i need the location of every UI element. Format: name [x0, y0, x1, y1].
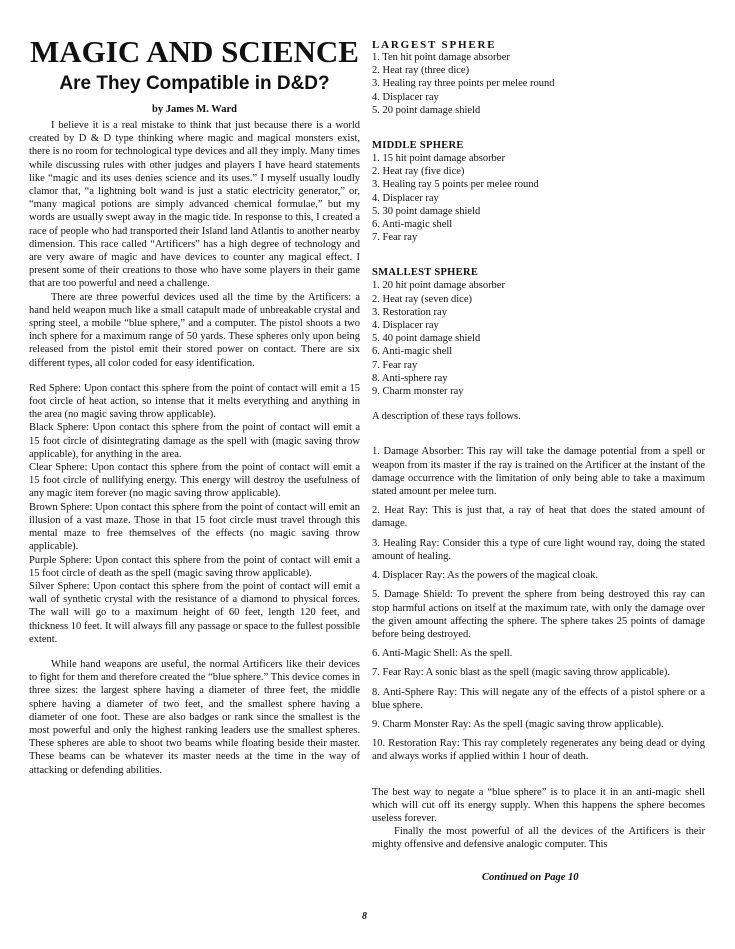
purple-sphere-entry: Purple Sphere: Upon contact this sphere from the point of contact will emit a 15 foot circle of death as the spell (magic saving throw applicable).	[29, 554, 360, 579]
list-item: 2. Heat ray (seven dice)	[372, 293, 472, 305]
red-sphere-entry: Red Sphere: Upon contact this sphere from the point of contact will emit a 15 foot circle of heat action, so intense that it melts everything and anything in the area (no magic saving throw applicable).	[29, 382, 360, 421]
list-item: 6. Anti-magic shell	[372, 219, 453, 231]
ray-description: 7. Fear Ray: A sonic blast as the spell (magic saving throw applicable).	[372, 667, 671, 679]
list-item: 9. Charm monster ray	[372, 386, 464, 398]
computer-paragraph: Finally the most powerful of all the devices of the Artificers is their mighty offensive and defensive analogic computer. This	[372, 826, 705, 851]
list-item: 4. Displacer ray	[372, 192, 439, 204]
black-sphere-entry: Black Sphere: Upon contact this sphere from the point of contact will emit a 15 foot circle of disintegrating damage as the spell with (magic saving throw applicable), for anything in the area.	[29, 422, 360, 460]
ray-description: 8. Anti-Sphere Ray: This will negate any of the effects of a pistol sphere or a blue sphere.	[372, 686, 705, 711]
negate-sphere-paragraph: The best way to negate a “blue sphere” is to place it in an anti-magic shell which will cut off its energy supply. When this happens the sphere becomes useless forever.	[372, 786, 705, 824]
list-item: 3. Healing ray 5 points per melee round	[372, 179, 539, 191]
brown-sphere-entry: Brown Sphere: Upon contact this sphere from the point of contact will emit an illusion of a vast maze. Those in that 15 foot circle must travel through this mental maze to free themselves of the effects (no magic saving throw applicable).	[29, 501, 360, 553]
list-item: 5. 20 point damage shield	[372, 104, 481, 116]
list-item: 2. Heat ray (three dice)	[372, 65, 470, 77]
ray-description: 1. Damage Absorber: This ray will take the damage potential from a spell or weapon from its master if the ray is trained on the Artificer at the instant of the damage occurrence with the limitation of only being able to take a maximum stated amount per melee turn.	[372, 446, 705, 498]
list-item: 7. Fear ray	[372, 232, 418, 244]
right-column	[372, 40, 705, 852]
intro-paragraph: There are three powerful devices used all the time by the Artificers: a hand held weapon much like a small catapult made of unbreakable crystal and spring steel, a mobile “blue sphere,” and a computer. The pistol shoots a two inch sphere for a maximum range of 50 yards. These spheres only upon being released from the pistol emit their stored power on contact. There are six different types, all color coded for easy identification.	[29, 291, 360, 369]
intro-paragraph: I believe it is a real mistake to think that just because there is a world created by D & D type thinking where magic and magical monsters exist, there is no room for technological type devices and all they imply. Many times while discussing rules with other judges and players I have heard statements like “magic and its uses denies science and its uses.” I myself usually loudly clamor that, “a lightning bolt wand is just a static electricity generator,” or, “many magical potions are simply advanced chemical formulae,” but my words are usually swept away in the magic tide. In response to this, I created a race of people who had transported their Island land Atlantis to another nearby dimension. This race called “Artificers” has a high degree of technology and are very aware of magic and have devices to counter any magical effect. I present some of their creations to those who have some players in their game that are too powerful and need a challenge.	[29, 120, 360, 290]
middle-sphere-heading: MIDDLE SPHERE	[372, 140, 464, 152]
smallest-sphere-list	[372, 279, 705, 398]
silver-sphere-entry: Silver Sphere: Upon contact this sphere from the point of contact will emit a wall of synthetic crystal with the resistance of a diamond to physical forces. The wall will go to a maximum height of 60 feet, length 120 feet, and thickness 10 feet. It will always fill any passage or space to the fullest possible extent.	[29, 580, 360, 645]
list-item: 4. Displacer ray	[372, 91, 439, 103]
continued-note: Continued on Page 10	[482, 872, 579, 883]
largest-sphere-list	[372, 51, 705, 117]
list-item: 8. Anti-sphere ray	[372, 372, 448, 384]
page-number: 8	[362, 911, 367, 922]
list-item: 2. Heat ray (five dice)	[372, 166, 465, 178]
list-item: 1. 20 hit point damage absorber	[372, 280, 505, 292]
list-item: 5. 30 point damage shield	[372, 205, 481, 217]
smallest-sphere-heading: SMALLEST SPHERE	[372, 267, 479, 279]
ray-description: 5. Damage Shield: To prevent the sphere from being destroyed this ray can stop harmful actions on itself at the maximum rate, with only the damage over the given amount affecting the sphere. The sphere takes 25 points of damage before being destroyed.	[372, 589, 705, 640]
article-title: MAGIC AND SCIENCE	[30, 34, 359, 69]
ray-description: 4. Displacer Ray: As the powers of the magical cloak.	[372, 570, 598, 582]
list-item: 6. Anti-magic shell	[372, 346, 453, 358]
list-item: 4. Displacer ray	[372, 320, 439, 332]
article-subtitle: Are They Compatible in D&D?	[59, 73, 330, 94]
left-column	[29, 34, 360, 777]
article-byline: by James M. Ward	[152, 104, 237, 115]
list-item: 5. 40 point damage shield	[372, 333, 481, 345]
rays-intro: A description of these rays follows.	[372, 411, 521, 423]
ray-description: 2. Heat Ray: This is just that, a ray of heat that does the stated amount of damage.	[372, 505, 705, 530]
middle-sphere-list	[372, 152, 705, 244]
list-item: 3. Restoration ray	[372, 306, 447, 318]
blue-sphere-paragraph: While hand weapons are useful, the normal Artificers like their devices to fight for them and therefore created the “blue sphere.” This device comes in three sizes: the largest sphere having a diameter of three feet, the middle sphere having a diameter of two feet, and the smallest sphere having a diameter of one foot. These are also badges or rank since the smallest is the most powerful and only the highest ranking leaders use the smallest spheres. These spheres are able to shoot two beams while floating beside their master. These beams can be whatever its master needs at the time in the way of attacking or defending abilities.	[29, 658, 360, 776]
list-item: 1. 15 hit point damage absorber	[372, 153, 505, 165]
list-item: 3. Healing ray three points per melee round	[372, 78, 555, 90]
ray-description: 10. Restoration Ray: This ray completely regenerates any being dead or dying and always works if applied within 1 hour of death.	[372, 738, 705, 763]
ray-description: 3. Healing Ray: Consider this a type of cure light wound ray, doing the stated amount of healing.	[372, 537, 705, 562]
largest-sphere-heading: LARGEST SPHERE	[372, 39, 497, 51]
list-item: 7. Fear ray	[372, 359, 418, 371]
ray-description: 6. Anti-Magic Shell: As the spell.	[372, 648, 513, 660]
list-item: 1. Ten hit point damage absorber	[372, 52, 510, 63]
ray-description: 9. Charm Monster Ray: As the spell (magic saving throw applicable).	[372, 718, 664, 730]
clear-sphere-entry: Clear Sphere: Upon contact this sphere from the point of contact will emit a 15 foot circle of nullifying energy. This energy will destroy the usefulness of any magic item forever (no magic saving throw applicable).	[29, 462, 360, 500]
